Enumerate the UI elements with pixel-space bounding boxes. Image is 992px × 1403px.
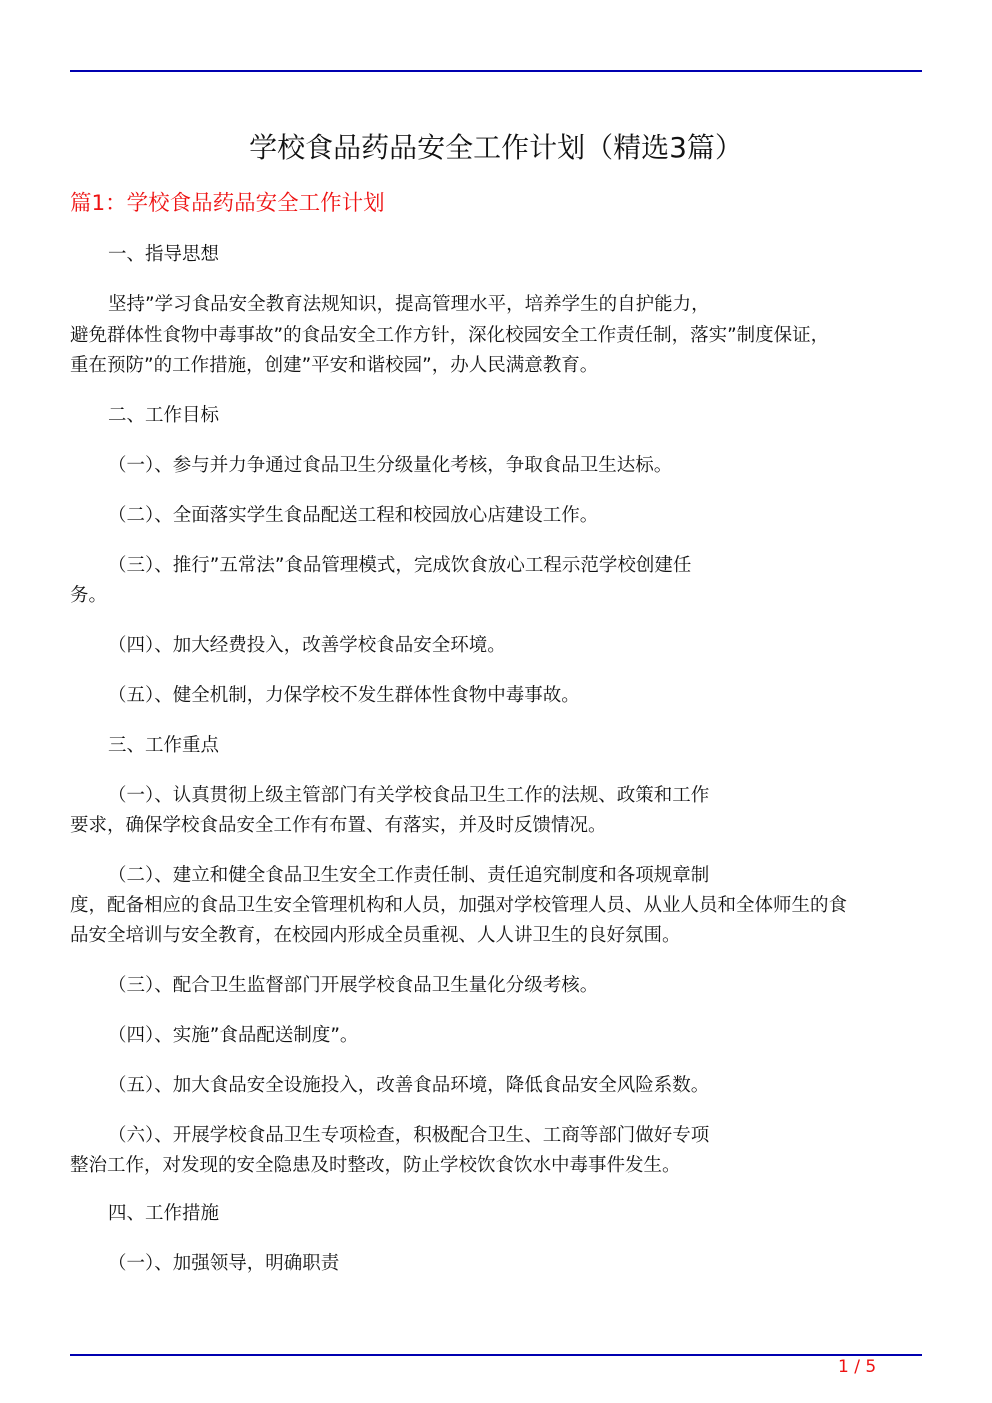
- page-indicator: 1 / 5: [838, 1357, 877, 1377]
- text-line: （二）、全面落实学生食品配送工程和校园放心店建设工作。: [108, 505, 599, 526]
- text-line: 一、指导思想: [108, 244, 220, 265]
- text-line: （五）、健全机制，力保学校不发生群体性食物中毒事故。: [108, 685, 580, 706]
- header-rule: [70, 70, 922, 72]
- text-line: 品安全培训与安全教育，在校园内形成全员重视、人人讲卫生的良好氛围。: [70, 925, 681, 946]
- text-line: （一）、参与并力争通过食品卫生分级量化考核，争取食品卫生达标。: [108, 455, 673, 476]
- text-line: （六）、开展学校食品卫生专项检查，积极配合卫生、工商等部门做好专项: [108, 1125, 710, 1146]
- text-line: （四）、加大经费投入，改善学校食品安全环境。: [108, 635, 506, 656]
- text-line: 二、工作目标: [108, 405, 220, 426]
- text-line: （一）、认真贯彻上级主管部门有关学校食品卫生工作的法规、政策和工作: [108, 785, 710, 806]
- text-line: 避免群体性食物中毒事故”的食品安全工作方针，深化校园安全工作责任制，落实”制度保证，: [70, 325, 830, 346]
- text-line: 要求，确保学校食品安全工作有布置、有落实，并及时反馈情况。: [70, 815, 607, 836]
- text-line: （四）、实施”食品配送制度”。: [108, 1025, 359, 1046]
- text-line: （三）、配合卫生监督部门开展学校食品卫生量化分级考核。: [108, 975, 599, 996]
- text-line: 务。: [70, 585, 108, 606]
- text-line: （二）、建立和健全食品卫生安全工作责任制、责任追究制度和各项规章制: [108, 865, 710, 886]
- text-line: （三）、推行”五常法”食品管理模式，完成饮食放心工程示范学校创建任: [108, 555, 692, 576]
- text-line: 四、工作措施: [108, 1203, 220, 1224]
- text-line: （一）、加强领导，明确职责: [108, 1253, 340, 1274]
- text-line: 重在预防”的工作措施，创建”平安和谐校园”，办人民满意教育。: [70, 355, 599, 376]
- footer-rule: [70, 1354, 922, 1356]
- text-line: 坚持”学习食品安全教育法规知识，提高管理水平，培养学生的自护能力，: [108, 294, 710, 315]
- section-title: 篇1：学校食品药品安全工作计划: [70, 191, 385, 216]
- text-line: 整治工作，对发现的安全隐患及时整改，防止学校饮食饮水中毒事件发生。: [70, 1155, 681, 1176]
- document-title: 学校食品药品安全工作计划（精选3篇）: [249, 131, 743, 164]
- text-line: 三、工作重点: [108, 735, 220, 756]
- text-line: （五）、加大食品安全设施投入，改善食品环境，降低食品安全风险系数。: [108, 1075, 710, 1096]
- text-line: 度，配备相应的食品卫生安全管理机构和人员，加强对学校管理人员、从业人员和全体师生的食: [70, 895, 848, 916]
